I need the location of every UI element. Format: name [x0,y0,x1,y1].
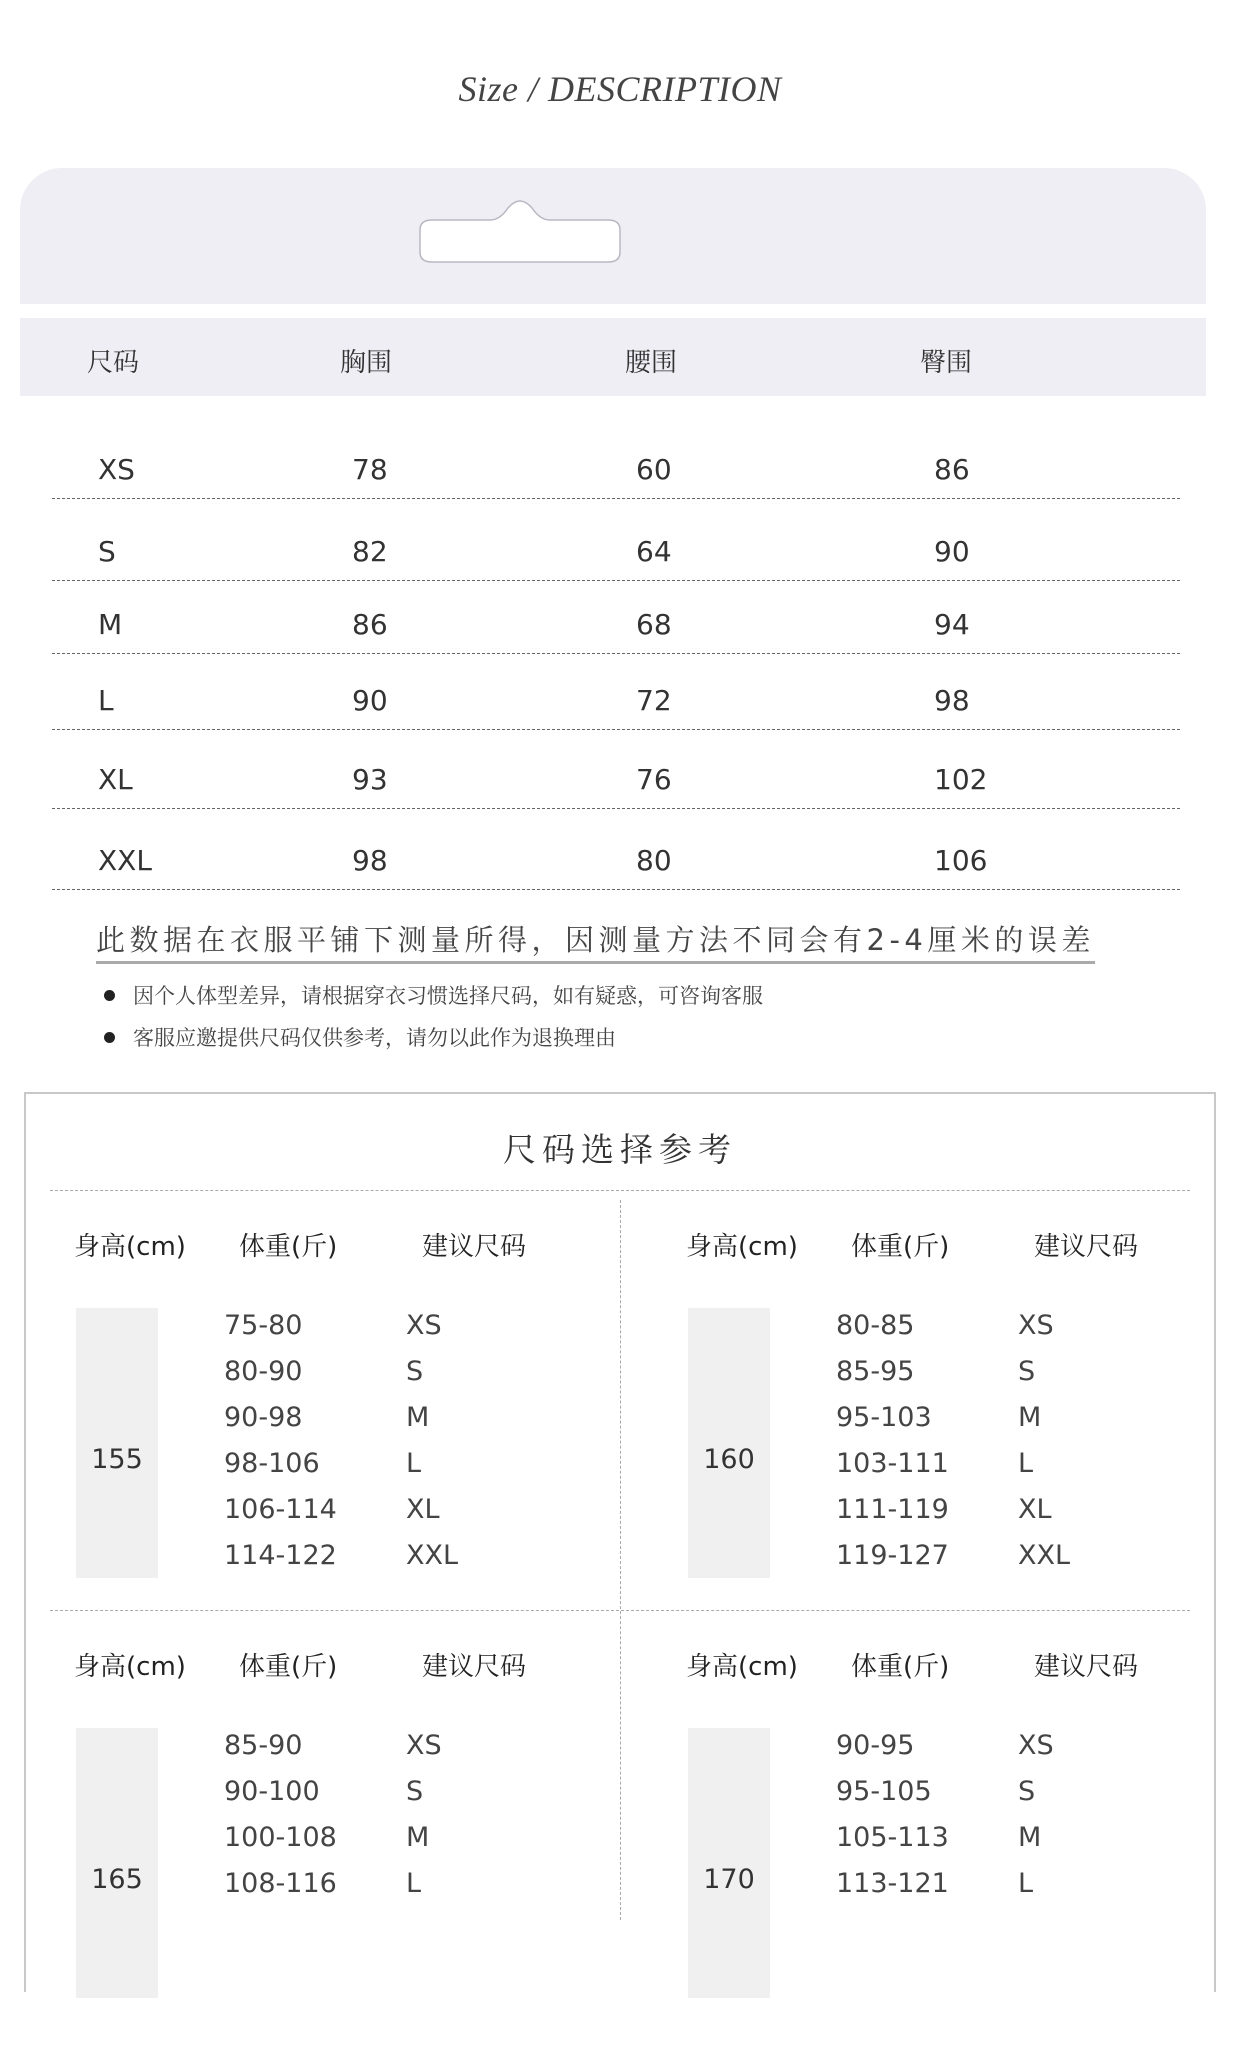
cell-chest: 98 [352,844,388,877]
suggested-size: XXL [1018,1540,1071,1571]
cell-hip: 106 [934,844,988,877]
col-header-weight: 体重(斤) [851,1232,950,1262]
header-size: 尺码 [87,348,140,378]
suggested-size: M [406,1822,430,1853]
cell-size: S [98,535,116,568]
reference-block [8,1226,568,1646]
weight-range: 80-85 [836,1310,915,1341]
weight-range: 111-119 [836,1494,949,1525]
weight-range: 119-127 [836,1540,949,1571]
reference-block [620,1226,1180,1646]
cell-chest: 78 [352,453,388,486]
cell-size: XL [98,763,133,796]
weight-range: 85-90 [224,1730,303,1761]
table-row [52,649,1180,730]
col-header-weight: 体重(斤) [239,1652,338,1682]
size-table-header [20,318,1206,396]
height-cell [76,1308,158,1578]
weight-range: 113-121 [836,1868,949,1899]
cell-hip: 86 [934,453,970,486]
table-row [52,418,1180,499]
note-bullet [104,980,763,1010]
bullet-text: 因个人体型差异，请根据穿衣习惯选择尺码，如有疑惑，可咨询客服 [133,984,763,1008]
weight-range: 98-106 [224,1448,320,1479]
weight-range: 95-105 [836,1776,932,1807]
bullet-text: 客服应邀提供尺码仅供参考，请勿以此作为退换理由 [133,1026,616,1050]
bullet-dot-icon [104,1032,115,1043]
suggested-size: M [1018,1822,1042,1853]
col-header-height: 身高(cm) [686,1232,798,1262]
col-header-height: 身高(cm) [686,1652,798,1682]
suggested-size: S [406,1776,424,1807]
cell-hip: 94 [934,608,970,641]
table-row [52,728,1180,809]
bullet-dot-icon [104,990,115,1001]
cell-size: XS [98,453,135,486]
weight-range: 100-108 [224,1822,337,1853]
cell-chest: 93 [352,763,388,796]
height-value: 160 [703,1444,755,1475]
height-cell [76,1728,158,1998]
col-header-weight: 体重(斤) [239,1232,338,1262]
weight-range: 106-114 [224,1494,337,1525]
weight-range: 105-113 [836,1822,949,1853]
divider [50,1190,1190,1191]
reference-block [8,1646,568,2066]
reference-block [620,1646,1180,2066]
height-cell [688,1728,770,1998]
suggested-size: L [1018,1448,1034,1479]
weight-range: 108-116 [224,1868,337,1899]
cell-waist: 76 [636,763,672,796]
suggested-size: L [406,1868,422,1899]
cell-waist: 64 [636,535,672,568]
height-value: 170 [703,1864,755,1895]
cell-size: XXL [98,844,152,877]
cell-hip: 90 [934,535,970,568]
suggested-size: L [1018,1868,1034,1899]
suggested-size: XS [1018,1730,1054,1761]
hanger-slot-icon [20,168,1206,304]
col-header-height: 身高(cm) [74,1652,186,1682]
tag-panel [20,168,1206,304]
suggested-size: M [406,1402,430,1433]
suggested-size: XL [406,1494,440,1525]
cell-waist: 80 [636,844,672,877]
reference-title: 尺码选择参考 [503,1130,737,1169]
weight-range: 85-95 [836,1356,915,1387]
height-cell [688,1308,770,1578]
cell-waist: 72 [636,684,672,717]
page-title: Size / DESCRIPTION [458,69,782,109]
col-header-size: 建议尺码 [422,1652,527,1682]
weight-range: 114-122 [224,1540,337,1571]
measurement-note: 此数据在衣服平铺下测量所得，因测量方法不同会有2-4厘米的误差 [96,918,1095,964]
header-hip: 臀围 [920,348,973,378]
header-chest: 胸围 [340,348,393,378]
weight-range: 75-80 [224,1310,303,1341]
col-header-weight: 体重(斤) [851,1652,950,1682]
suggested-size: S [1018,1356,1036,1387]
suggested-size: L [406,1448,422,1479]
suggested-size: XL [1018,1494,1052,1525]
height-value: 155 [91,1444,143,1475]
height-value: 165 [91,1864,143,1895]
weight-range: 95-103 [836,1402,932,1433]
suggested-size: M [1018,1402,1042,1433]
weight-range: 103-111 [836,1448,949,1479]
cell-chest: 90 [352,684,388,717]
cell-size: M [98,608,123,641]
weight-range: 90-98 [224,1402,303,1433]
table-row [52,573,1180,654]
suggested-size: XXL [406,1540,459,1571]
header-waist: 腰围 [625,348,678,378]
note-bullet [104,1022,616,1052]
cell-hip: 102 [934,763,988,796]
suggested-size: S [1018,1776,1036,1807]
suggested-size: XS [406,1310,442,1341]
table-row [52,809,1180,890]
col-header-size: 建议尺码 [422,1232,527,1262]
suggested-size: XS [406,1730,442,1761]
cell-hip: 98 [934,684,970,717]
suggested-size: S [406,1356,424,1387]
weight-range: 80-90 [224,1356,303,1387]
col-header-height: 身高(cm) [74,1232,186,1262]
cell-size: L [98,684,114,717]
weight-range: 90-100 [224,1776,320,1807]
cell-waist: 68 [636,608,672,641]
cell-waist: 60 [636,453,672,486]
col-header-size: 建议尺码 [1034,1232,1139,1262]
col-header-size: 建议尺码 [1034,1652,1139,1682]
cell-chest: 82 [352,535,388,568]
suggested-size: XS [1018,1310,1054,1341]
weight-range: 90-95 [836,1730,915,1761]
cell-chest: 86 [352,608,388,641]
table-row [52,500,1180,581]
